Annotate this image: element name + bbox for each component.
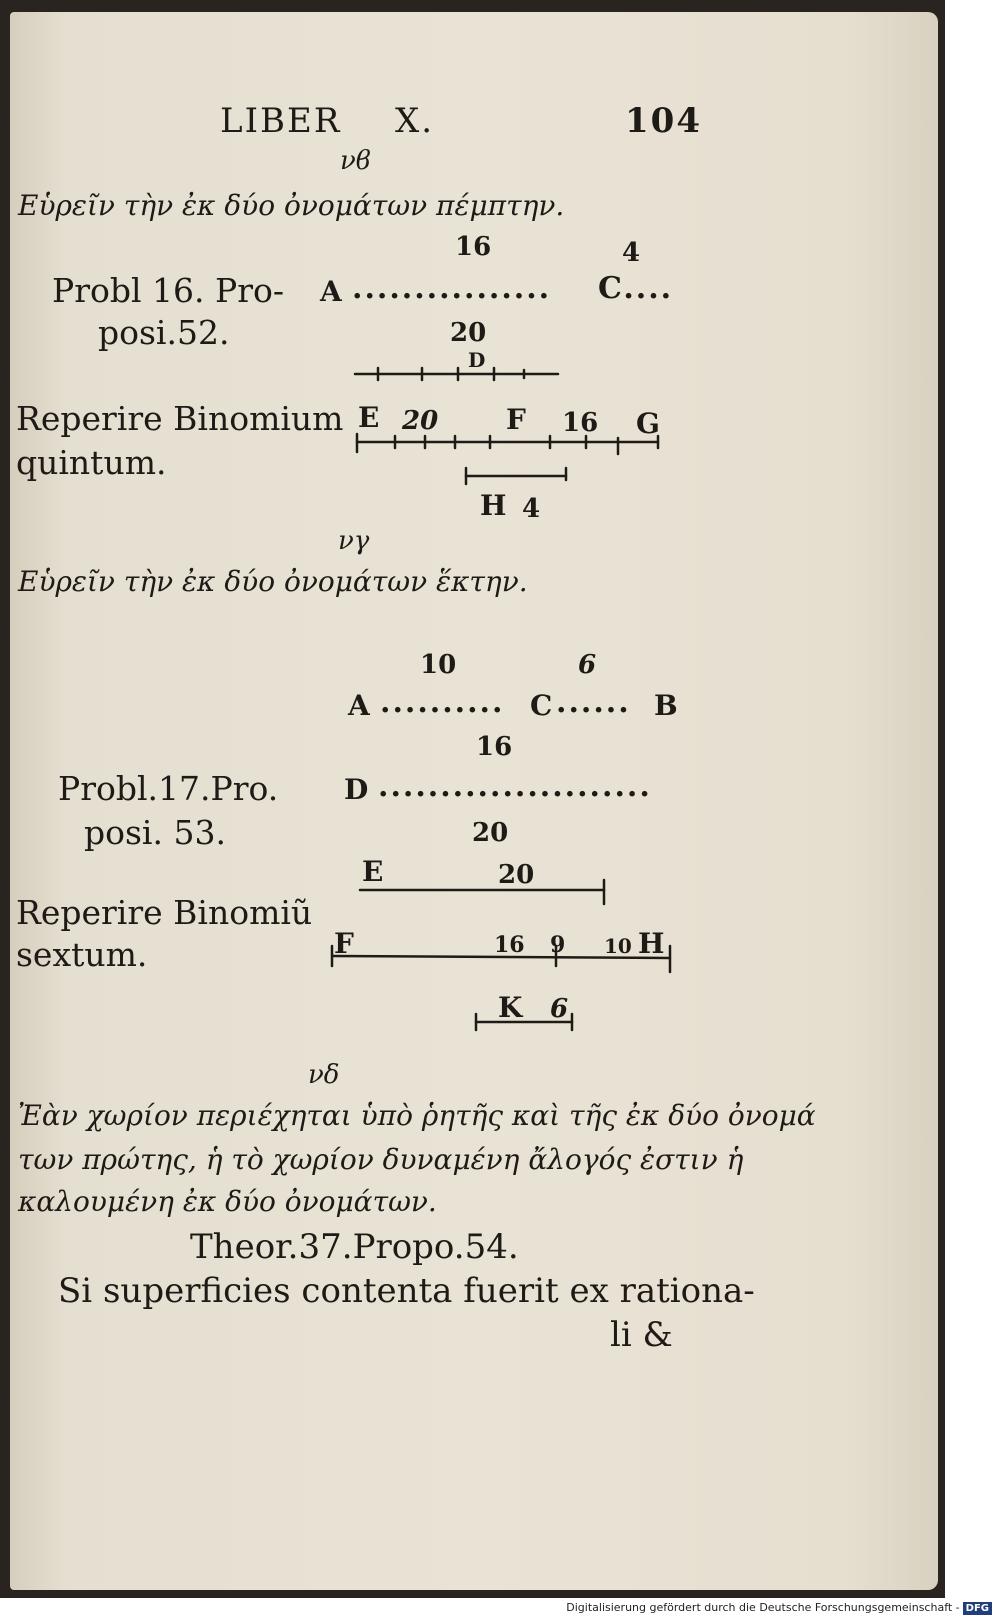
prop53-num-9: 9: [550, 932, 566, 958]
latin-text-line2: li &: [610, 1315, 673, 1355]
prop53-label-b: B: [654, 689, 678, 722]
prop52-dotted-line-ac: ................: [352, 271, 552, 306]
prop52-margin-line1: Probl 16. Pro-: [52, 271, 284, 310]
prop53-label-d: D: [344, 773, 369, 806]
running-head-book: X.: [395, 101, 435, 141]
prop52-label-c: C....: [598, 271, 674, 306]
prop52-line-eg: [357, 434, 658, 454]
prop53-label-f: F: [334, 927, 354, 960]
prop53-latin-line1: Reperire Binomiũ: [16, 893, 313, 932]
prop52-num-4: 4: [622, 238, 641, 268]
prop52-num-16: 16: [455, 232, 492, 262]
prop53-latin-line2: sextum.: [16, 935, 148, 974]
theorem-heading: Theor.37.Propo.54.: [190, 1227, 519, 1267]
prop53-line-k: [476, 1014, 572, 1030]
prop52-label-e: E: [358, 401, 380, 434]
prop54-greek-line3: καλουμένη ἐκ δύο ὀνομάτων.: [18, 1185, 437, 1218]
prop54-greek-number: νδ: [308, 1060, 340, 1090]
prop53-dotted-line-cb: ......: [556, 685, 631, 720]
prop52-label-f: F: [506, 403, 526, 436]
prop52-line-h: [466, 468, 566, 484]
diagram-lines: [10, 12, 938, 1590]
prop52-label-g: G: [636, 407, 660, 440]
prop52-greek-statement: Εὑρεῖν τὴν ἐκ δύο ὀνομάτων πέμπτην.: [18, 189, 565, 222]
prop53-num-6: 6: [578, 650, 597, 680]
prop53-label-c: C: [530, 689, 553, 722]
prop53-label-k: K: [498, 991, 523, 1024]
prop52-num-f16: 16: [562, 408, 599, 438]
digitization-credit-text: Digitalisierung gefördert durch die Deutsche Forschungsgemeinschaft -: [566, 1601, 960, 1614]
prop53-greek-number: νγ: [338, 526, 370, 556]
book-page: [10, 12, 938, 1590]
prop52-num-h4: 4: [522, 494, 541, 524]
digitization-credit: [566, 1601, 992, 1615]
prop54-greek-line1: Ἐὰν χωρίον περιέχηται ὑπὸ ῥητῆς καὶ τῆς ἐκ δύο ὀνομά: [18, 1099, 816, 1132]
prop53-num-e20: 20: [498, 860, 535, 890]
prop53-line-e: [360, 880, 604, 904]
prop53-num-f16: 16: [494, 932, 525, 958]
prop53-label-e: E: [362, 855, 384, 888]
prop53-num-10: 10: [420, 650, 457, 680]
latin-text-line1: Si superficies contenta fuerit ex rationa-: [58, 1271, 755, 1311]
running-head-liber: LIBER: [220, 101, 342, 141]
prop53-line-fh: [332, 946, 670, 972]
prop52-num-20: 20: [450, 318, 487, 348]
prop53-greek-statement: Εὑρεῖν τὴν ἐκ δύο ὀνομάτων ἕκτην.: [18, 565, 528, 598]
prop53-num-16: 16: [476, 732, 513, 762]
dfg-logo: DFG: [963, 1602, 992, 1615]
prop52-label-a: A: [320, 275, 342, 308]
prop52-line-d: [355, 368, 558, 380]
prop52-label-d: D: [468, 348, 486, 372]
prop53-margin-line1: Probl.17.Pro.: [58, 769, 279, 808]
prop53-num-20: 20: [472, 818, 509, 848]
prop53-dotted-line-ac: ..........: [380, 685, 505, 720]
prop54-greek-line2: των πρώτης, ἡ τὸ χωρίον δυναμένη ἄλογός ἐστιν ἡ: [18, 1143, 744, 1176]
prop53-label-a: A: [348, 689, 370, 722]
prop53-num-k6: 6: [550, 994, 569, 1024]
prop53-label-h: H: [638, 927, 665, 960]
prop52-label-h: H: [480, 489, 507, 522]
prop53-dotted-line-d: ......................: [378, 769, 652, 804]
prop53-num-10b: 10: [604, 934, 632, 958]
prop52-num-e20: 20: [402, 406, 439, 436]
prop52-latin-line2: quintum.: [16, 443, 167, 482]
page-number: 104: [625, 101, 702, 141]
prop52-latin-line1: Reperire Binomium: [16, 399, 344, 438]
prop52-greek-number: νϐ: [340, 146, 371, 176]
prop53-margin-line2: posi. 53.: [84, 813, 226, 852]
prop52-margin-line2: posi.52.: [98, 313, 230, 352]
